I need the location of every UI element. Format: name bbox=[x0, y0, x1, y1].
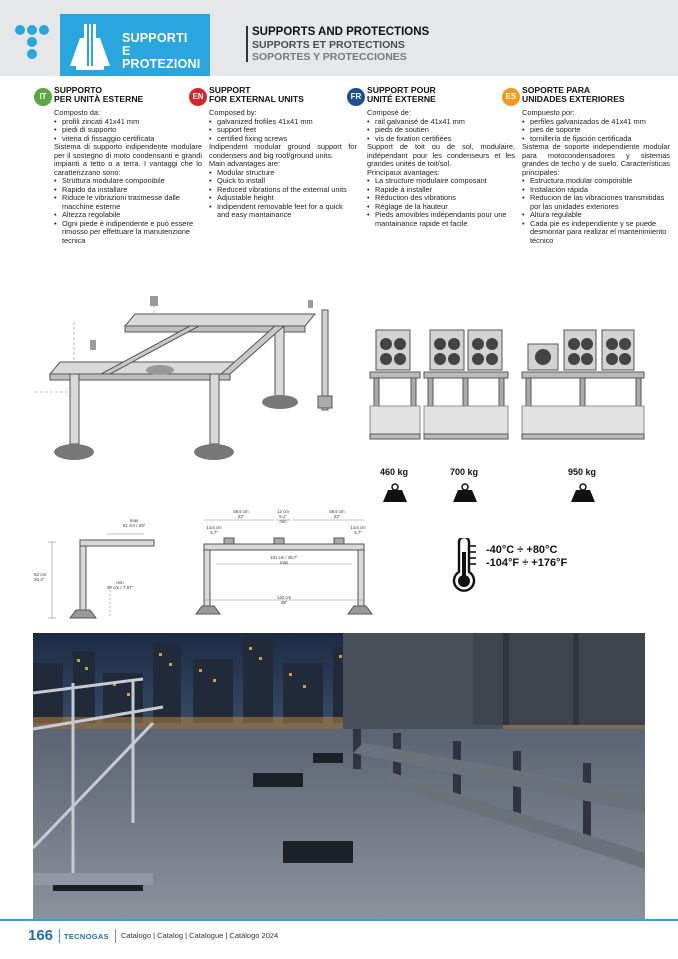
front-d3-inch: 23" bbox=[333, 513, 341, 519]
weight-icon bbox=[570, 483, 596, 503]
rooftop-support-icon bbox=[62, 18, 118, 72]
column-title-line2: UNITÉ EXTERNE bbox=[367, 94, 436, 104]
list-item: • perfiles galvanizados de 41x41 mm bbox=[522, 118, 670, 127]
footer-divider bbox=[59, 929, 60, 943]
list-item: • tornillería de fijación certificada bbox=[522, 135, 670, 144]
column-description: Sistema di supporto indipendente modulare per il sostegno di moto condensanti e grandi impianti a tetto o a terra. I vantaggi che lo caratterizzano sono: bbox=[54, 142, 202, 177]
front-total-value: 122 cm bbox=[276, 595, 292, 600]
front-mid-value: 101 cm / 39,7" bbox=[270, 555, 298, 560]
weight-label-3: 950 kg bbox=[568, 467, 597, 477]
list-item: • pieds de soutien bbox=[367, 126, 515, 135]
front-d2-value: 13 cm bbox=[277, 509, 289, 514]
list-item: • piedi di supporto bbox=[54, 126, 202, 135]
advantages-label: Main advantages are: bbox=[209, 159, 281, 168]
list-item: • vis de fixation certifiées bbox=[367, 135, 515, 144]
front-total-inch: 48" bbox=[280, 599, 288, 605]
config-1 bbox=[370, 330, 420, 418]
title-en: SUPPORTS AND PROTECTIONS bbox=[252, 26, 430, 38]
column-title-line1: SOPORTE PARA bbox=[522, 85, 591, 95]
catalog-label: Catalogo | Catalog | Catalogue | Catálogo 2024 bbox=[121, 931, 279, 940]
footer-rule bbox=[0, 919, 678, 921]
list-item: • Réduction des vibrations bbox=[367, 194, 515, 203]
isometric-support-drawing bbox=[30, 292, 340, 472]
side-max-label: max bbox=[129, 518, 139, 523]
page-header bbox=[0, 0, 678, 76]
list-item: • Rapide à installer bbox=[367, 186, 515, 195]
column-title-line2: UNIDADES EXTERIORES bbox=[522, 94, 625, 104]
title-fr: SUPPORTS ET PROTECTIONS bbox=[252, 39, 405, 51]
column-title bbox=[367, 86, 515, 104]
list-item: • Instalación rápida bbox=[522, 186, 670, 195]
list-item: • Indipendent removable feet for a quick and easy mantainance bbox=[209, 203, 357, 220]
list-item: • La structure modulaire composant bbox=[367, 177, 515, 186]
front-d2-min: min bbox=[279, 518, 287, 524]
language-column-es bbox=[505, 85, 670, 245]
front-d5-value: 14,6 cm bbox=[350, 525, 366, 530]
language-column-en bbox=[192, 85, 357, 220]
weight-icon bbox=[452, 483, 478, 503]
list-item: • galvanized frofiles 41x41 mm bbox=[209, 118, 357, 127]
list-item: • Estructura modular componible bbox=[522, 177, 670, 186]
language-column-it bbox=[39, 85, 202, 245]
front-d3-value: 58,6 cm bbox=[329, 509, 345, 514]
config-3 bbox=[522, 330, 644, 418]
list-item: • certified fixing screws bbox=[209, 135, 357, 144]
list-item: • rail galvanisé de 41x41 mm bbox=[367, 118, 515, 127]
language-badge: FR bbox=[347, 88, 365, 106]
thermometer-icon bbox=[450, 538, 478, 592]
weight-label-2: 700 kg bbox=[450, 467, 479, 477]
list-item: • Quick to install bbox=[209, 177, 357, 186]
column-description: Indipendent modular ground support for condensers and big roof/ground units. bbox=[209, 142, 357, 160]
list-item: • Pieds amovibles indépendants pour une mantainance rapide et facile bbox=[367, 211, 515, 228]
column-title bbox=[522, 86, 670, 104]
composed-list bbox=[367, 118, 515, 144]
composed-list bbox=[54, 118, 202, 144]
language-badge: ES bbox=[502, 88, 520, 106]
temperature-fahrenheit: -104°F ÷ +176°F bbox=[486, 557, 568, 569]
page-number: 166 bbox=[28, 927, 54, 944]
side-height-value: 52 cm bbox=[34, 572, 47, 577]
advantages-list bbox=[522, 177, 670, 245]
front-mid-max: max bbox=[279, 559, 289, 565]
list-item: • pies de soporte bbox=[522, 126, 670, 135]
temperature-range bbox=[486, 544, 567, 570]
unit-configurations-drawing bbox=[368, 326, 650, 456]
title-es: SOPORTES Y PROTECCIONES bbox=[252, 51, 407, 63]
composed-list bbox=[522, 118, 670, 144]
list-item: • Adjustable height bbox=[209, 194, 357, 203]
front-d2-inch: 5,1" bbox=[279, 513, 287, 519]
section-tab bbox=[60, 14, 210, 76]
list-item: • Cada pie es independiente y se puede desmontar para realizar el mantenimiento técnico bbox=[522, 220, 670, 246]
dots-logo-icon bbox=[8, 20, 56, 60]
front-dimension-drawing bbox=[186, 510, 382, 626]
section-titles bbox=[252, 26, 429, 63]
weight-label-1: 460 kg bbox=[380, 467, 409, 477]
column-title-line1: SUPPORTO bbox=[54, 85, 103, 95]
side-max-value: 51 cm / 20" bbox=[122, 523, 146, 528]
column-title-line2: PER UNITÀ ESTERNE bbox=[54, 94, 144, 104]
advantages-list bbox=[209, 169, 357, 220]
language-badge: IT bbox=[34, 88, 52, 106]
composed-label: Compuesto por: bbox=[522, 108, 575, 117]
side-min-value: 20 cm / 7,87" bbox=[106, 585, 134, 590]
front-d5-inch: 5,7" bbox=[354, 529, 362, 535]
temperature-celsius: -40°C ÷ +80°C bbox=[486, 544, 558, 556]
column-heading bbox=[502, 86, 670, 108]
column-heading bbox=[34, 86, 202, 108]
list-item: • Ogni piede è indipendente e può essere rimosso per effettuare la manutenzione tecnica bbox=[54, 220, 202, 246]
composed-label: Composé de: bbox=[367, 108, 411, 117]
composed-list bbox=[209, 118, 357, 144]
column-title-line1: SUPPORT bbox=[209, 85, 251, 95]
footer-divider bbox=[115, 929, 116, 943]
list-item: • Struttura modulare componibile bbox=[54, 177, 202, 186]
side-dimension-drawing bbox=[34, 514, 174, 626]
side-min-label: min bbox=[116, 580, 124, 585]
advantages-label: Principaux avantages: bbox=[367, 167, 440, 177]
composed-label: Composto da: bbox=[54, 108, 101, 117]
list-item: • viteria di fissaggio certificata bbox=[54, 135, 202, 144]
list-item: • Reduced vibrations of the external units bbox=[209, 186, 357, 195]
composed-label: Composed by: bbox=[209, 108, 257, 117]
column-heading bbox=[189, 86, 357, 108]
weight-icon bbox=[382, 483, 408, 503]
column-description: Support de toit ou de sol, modulaire, indépendant pour les condenseurs et les grandes unités de toit/sol. bbox=[367, 142, 515, 168]
column-title bbox=[209, 86, 357, 104]
list-item: • Reducion de las vibraciones transmitidas por las unidades exteriores bbox=[522, 194, 670, 211]
section-title-it: SUPPORTI E PROTEZIONI bbox=[122, 31, 201, 71]
front-d1-value: 58,6 cm bbox=[233, 509, 249, 514]
list-item: • support feet bbox=[209, 126, 357, 135]
side-height-inch: 20,4" bbox=[34, 577, 45, 582]
brand-name: TECNOGAS bbox=[64, 932, 109, 941]
list-item: • Altura regulable bbox=[522, 211, 670, 220]
list-item: • Riduce le vibrazioni trasmesse dalle macchine esterne bbox=[54, 194, 202, 211]
column-title-line2: FOR EXTERNAL UNITS bbox=[209, 94, 304, 104]
column-title-line1: SUPPORT POUR bbox=[367, 85, 436, 95]
column-description: Sistema de soporte independiente modular para motocondensadores y sistemas grandes de techo y de suelo. Características principales: bbox=[522, 142, 670, 177]
front-d4-inch: 5,7" bbox=[210, 529, 218, 535]
front-d1-inch: 23" bbox=[237, 513, 245, 519]
advantages-list bbox=[367, 177, 515, 228]
list-item: • Modular structure bbox=[209, 169, 357, 178]
language-column-fr bbox=[350, 85, 515, 228]
list-item: • Réglage de la hauteur bbox=[367, 203, 515, 212]
front-d4-value: 14,6 cm bbox=[206, 525, 222, 530]
config-2 bbox=[424, 330, 508, 418]
rooftop-photo bbox=[33, 633, 645, 919]
header-divider bbox=[246, 26, 248, 62]
column-heading bbox=[347, 86, 515, 108]
advantages-list bbox=[54, 177, 202, 245]
column-title bbox=[54, 86, 202, 104]
language-badge: EN bbox=[189, 88, 207, 106]
list-item: • Rapido da installare bbox=[54, 186, 202, 195]
list-item: • profili zincati 41x41 mm bbox=[54, 118, 202, 127]
list-item: • Altezza regolabile bbox=[54, 211, 202, 220]
